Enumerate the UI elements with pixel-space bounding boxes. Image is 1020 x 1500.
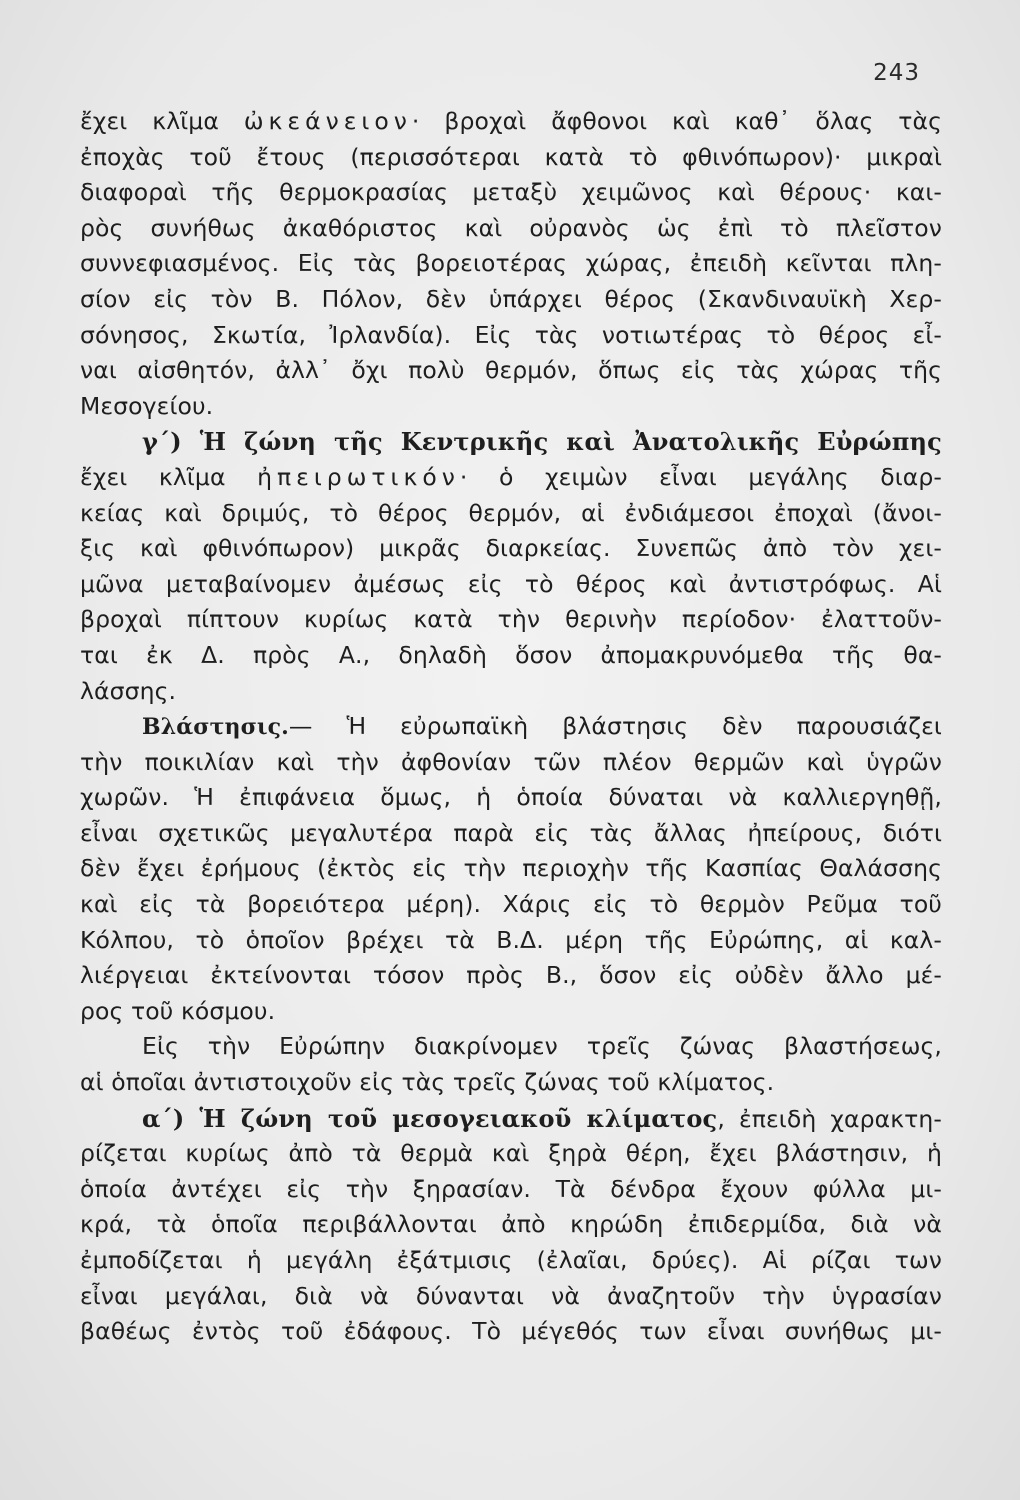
- text-line: [80, 211, 942, 247]
- text-run: τὴν ποικιλίαν καὶ τὴν ἀφθονίαν τῶν πλέον θερμῶν καὶ ὑγρῶν: [80, 747, 942, 776]
- text-run: σίον εἰς τὸν Β. Πόλον, δὲν ὑπάρχει θέρος (Σκανδιναυϊκὴ Χερ-: [80, 284, 942, 313]
- text-run: δὲν ἔχει ἐρήμους (ἐκτὸς εἰς τὴν περιοχὴν τῆς Κασπίας Θαλάσσης: [80, 854, 942, 883]
- text-run: λάσσης.: [80, 676, 177, 705]
- text-line: [80, 389, 942, 425]
- text-run: ὁποία ἀντέχει εἰς τὴν ξηρασίαν. Τὰ δένδρα ἔχουν φύλλα μι-: [80, 1174, 942, 1203]
- text-line: [80, 780, 942, 816]
- text-line: [80, 1207, 942, 1243]
- text-run: · βροχαὶ ἄφθονοι καὶ καθ᾿ ὅλας τὰς: [411, 107, 943, 135]
- text-line: [80, 994, 942, 1030]
- text-run: κείας καὶ δριμύς, τὸ θέρος θερμόν, αἱ ἐνδιάμεσοι ἐποχαὶ (ἄνοι-: [80, 498, 942, 527]
- text-line: [80, 1243, 942, 1279]
- text-line: [80, 816, 942, 852]
- section-heading: γ΄) Ἡ ζώνη τῆς Κεντρικῆς καὶ Ἀνατολικῆς Εὐρώπης: [142, 427, 942, 457]
- text-line: [80, 709, 942, 745]
- text-line: [80, 887, 942, 923]
- text-run: ρος τοῦ κόσμου.: [80, 996, 276, 1025]
- text-run: κρά, τὰ ὁποῖα περιβάλλονται ἀπὸ κηρώδη ἐπιδερμίδα, διὰ νὰ: [80, 1210, 942, 1239]
- text-run: καὶ εἰς τὰ βορειότερα μέρη). Χάρις εἰς τὸ θερμὸν Ρεῦμα τοῦ: [80, 890, 942, 919]
- text-run: Εἰς τὴν Εὐρώπην διακρίνομεν τρεῖς ζώνας βλαστήσεως,: [142, 1032, 942, 1061]
- text-run: , ἐπειδὴ χαρακτη-: [717, 1104, 942, 1133]
- text-run: Κόλπου, τὸ ὁποῖον βρέχει τὰ Β.Δ. μέρη τῆς Εὐρώπης, αἱ καλ-: [80, 925, 942, 954]
- text-run: λιέργειαι ἐκτείνονται τόσον πρὸς Β., ὅσον εἰς οὐδὲν ἄλλο μέ-: [80, 961, 942, 990]
- text-line: [80, 104, 942, 140]
- text-run: ἐμποδίζεται ἡ μεγάλη ἐξάτμισις (ἐλαῖαι, δρύες). Αἱ ρίζαι των: [80, 1246, 942, 1274]
- text-run: αἱ ὁποῖαι ἀντιστοιχοῦν εἰς τὰς τρεῖς ζώνας τοῦ κλίματος.: [80, 1068, 775, 1097]
- text-line: [80, 851, 942, 887]
- text-run: διαφοραὶ τῆς θερμοκρασίας μεταξὺ χειμῶνος καὶ θέρους· και-: [80, 178, 942, 207]
- text-run: · ὁ χειμὼν εἶναι μεγάλης διαρ-: [459, 462, 942, 491]
- text-run: — Ἡ εὐρωπαϊκὴ βλάστησις δὲν παρουσιάζει: [288, 712, 942, 741]
- text-line: [80, 246, 942, 282]
- text-run: ἐποχὰς τοῦ ἔτους (περισσότεραι κατὰ τὸ φθινόπωρον)· μικραὶ: [80, 142, 942, 171]
- text-line: [80, 1279, 942, 1315]
- text-line: [80, 923, 942, 959]
- text-line: [80, 1136, 942, 1172]
- text-run: ἠπειρωτικόν: [257, 462, 460, 491]
- text-line: [80, 745, 942, 781]
- text-line: [80, 1029, 942, 1065]
- text-line: [80, 424, 942, 460]
- page-text: [80, 104, 942, 1350]
- text-run: ρὸς συνήθως ἀκαθόριστος καὶ οὐρανὸς ὡς ἐπὶ τὸ πλεῖστον: [80, 213, 942, 242]
- text-line: [80, 958, 942, 994]
- text-run: σόνησος, Σκωτία, Ἰρλανδία). Εἰς τὰς νοτιωτέρας τὸ θέρος εἶ-: [80, 320, 942, 349]
- text-line: [80, 175, 942, 211]
- text-run: ἔχει κλῖμα: [80, 462, 258, 491]
- text-line: [80, 318, 942, 354]
- text-line: [80, 460, 942, 496]
- section-heading: α΄) Ἡ ζώνη τοῦ μεσογειακοῦ κλίματος: [142, 1103, 718, 1133]
- text-line: [80, 1314, 942, 1350]
- section-heading: Βλάστησις.: [142, 714, 289, 741]
- text-run: εἶναι σχετικῶς μεγαλυτέρα παρὰ εἰς τὰς ἄλλας ἠπείρους, διότι: [80, 818, 942, 847]
- text-run: βροχαὶ πίπτουν κυρίως κατὰ τὴν θερινὴν περίοδον· ἐλαττοῦν-: [80, 605, 942, 634]
- text-run: συννεφιασμένος. Εἰς τὰς βορειοτέρας χώρας, ἐπειδὴ κεῖνται πλη-: [80, 249, 942, 278]
- text-line: [80, 1101, 942, 1137]
- page-number: 243: [873, 60, 920, 86]
- text-run: ναι αἰσθητόν, ἀλλ᾿ ὄχι πολὺ θερμόν, ὅπως εἰς τὰς χώρας τῆς: [80, 356, 942, 385]
- text-line: [80, 353, 942, 389]
- text-run: ὠκεάνειον: [243, 107, 412, 135]
- text-line: [80, 140, 942, 176]
- text-line: [80, 531, 942, 567]
- text-line: [80, 567, 942, 603]
- text-line: [80, 602, 942, 638]
- text-line: [80, 496, 942, 532]
- text-run: ται ἐκ Δ. πρὸς Α., δηλαδὴ ὅσον ἀπομακρυνόμεθα τῆς θα-: [80, 640, 942, 669]
- text-run: ρίζεται κυρίως ἀπὸ τὰ θερμὰ καὶ ξηρὰ θέρη, ἔχει βλάστησιν, ἡ: [80, 1139, 942, 1168]
- text-line: [80, 1172, 942, 1208]
- text-run: χωρῶν. Ἡ ἐπιφάνεια ὅμως, ἡ ὁποία δύναται νὰ καλλιεργηθῇ,: [80, 783, 942, 812]
- text-run: ξις καὶ φθινόπωρον) μικρᾶς διαρκείας. Συνεπῶς ἀπὸ τὸν χει-: [80, 534, 942, 563]
- text-run: εἶναι μεγάλαι, διὰ νὰ δύνανται νὰ ἀναζητοῦν τὴν ὑγρασίαν: [80, 1281, 942, 1310]
- text-run: ἔχει κλῖμα: [80, 107, 244, 135]
- text-line: [80, 282, 942, 318]
- text-line: [80, 1065, 942, 1101]
- text-run: βαθέως ἐντὸς τοῦ ἐδάφους. Τὸ μέγεθός των εἶναι συνήθως μι-: [80, 1317, 942, 1346]
- text-line: [80, 638, 942, 674]
- text-run: μῶνα μεταβαίνομεν ἀμέσως εἰς τὸ θέρος καὶ ἀντιστρόφως. Αἱ: [80, 569, 942, 598]
- text-line: [80, 674, 942, 710]
- text-run: Μεσογείου.: [80, 391, 214, 420]
